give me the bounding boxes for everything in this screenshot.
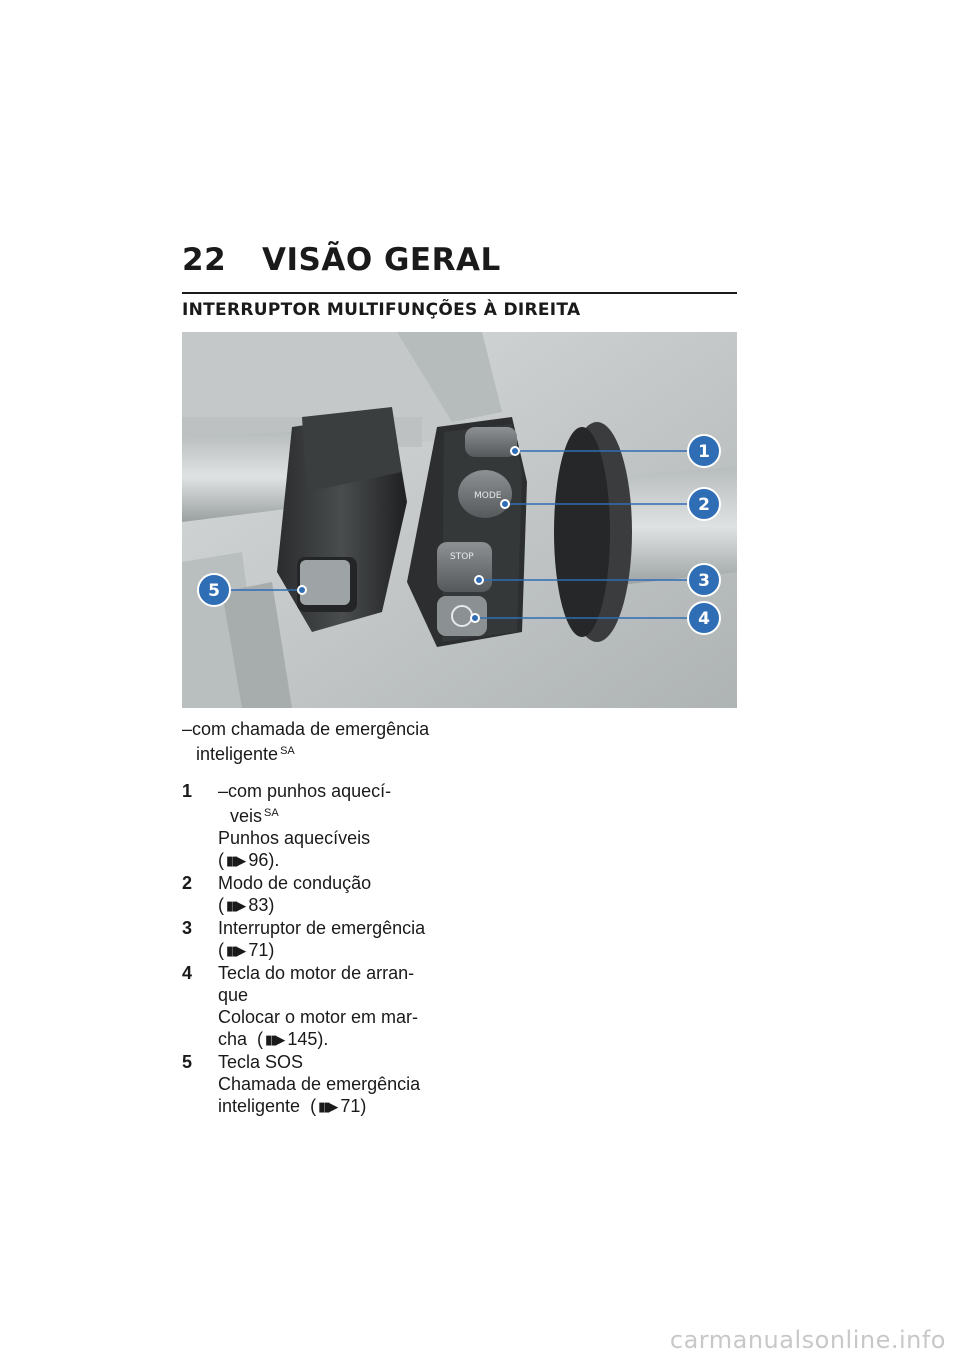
figure-caption bbox=[182, 718, 452, 765]
caption-text: com chamada de emergência bbox=[192, 719, 430, 739]
reference-arrow-icon: ▮▮▶ bbox=[226, 898, 245, 913]
item-dash: – bbox=[218, 781, 229, 801]
list-item bbox=[182, 917, 452, 962]
caption-sup: SA bbox=[280, 745, 295, 757]
callout-4: 4 bbox=[698, 609, 710, 629]
caption-continued: inteligente bbox=[196, 744, 279, 764]
item-line: Interruptor de emergência bbox=[218, 918, 426, 938]
callout-3: 3 bbox=[698, 571, 710, 591]
handlebar-illustration bbox=[182, 332, 737, 708]
item-line: Tecla SOS bbox=[218, 1052, 304, 1072]
page-reference[interactable]: ( ▮▮▶ 71) bbox=[218, 940, 275, 960]
item-line: Chamada de emergência bbox=[218, 1074, 421, 1094]
watermark: carmanualsonline.info bbox=[669, 1326, 946, 1354]
item-line: com punhos aquecí- bbox=[228, 781, 392, 801]
page-reference[interactable]: inteligente ( ▮▮▶ 71) bbox=[218, 1096, 367, 1116]
reference-arrow-icon: ▮▮▶ bbox=[226, 853, 245, 868]
page-header bbox=[182, 242, 737, 278]
reference-arrow-icon: ▮▮▶ bbox=[226, 943, 245, 958]
callout-1: 1 bbox=[698, 442, 710, 462]
item-number: 5 bbox=[182, 1052, 193, 1072]
item-number: 2 bbox=[182, 873, 193, 893]
item-line: Modo de condução bbox=[218, 873, 372, 893]
section-title: INTERRUPTOR MULTIFUNÇÕES À DIREITA bbox=[182, 300, 581, 320]
list-item bbox=[182, 962, 452, 1051]
reference-arrow-icon: ▮▮▶ bbox=[265, 1032, 284, 1047]
item-sup: SA bbox=[264, 807, 279, 819]
item-line: que bbox=[218, 985, 249, 1005]
item-number: 1 bbox=[182, 781, 193, 801]
stop-button-label: STOP bbox=[450, 552, 474, 562]
page-reference[interactable]: ( ▮▮▶ 83) bbox=[218, 895, 275, 915]
list-item bbox=[182, 872, 452, 917]
caption-dash: – bbox=[182, 719, 193, 739]
item-line: veis bbox=[230, 806, 263, 826]
page-reference[interactable]: ( ▮▮▶ 96). bbox=[218, 850, 280, 870]
legend-list bbox=[182, 780, 452, 1118]
item-number: 3 bbox=[182, 918, 193, 938]
chapter-title: VISÃO GERAL bbox=[262, 242, 501, 278]
handlebar-switch-figure bbox=[182, 332, 737, 708]
callout-5: 5 bbox=[208, 581, 220, 601]
list-item bbox=[182, 1051, 452, 1118]
header-rule bbox=[182, 292, 737, 294]
page-reference[interactable]: cha ( ▮▮▶ 145). bbox=[218, 1029, 329, 1049]
item-line: Colocar o motor em mar- bbox=[218, 1007, 419, 1027]
reference-arrow-icon: ▮▮▶ bbox=[318, 1099, 337, 1114]
mode-button-label: MODE bbox=[474, 491, 502, 501]
item-line: Tecla do motor de arran- bbox=[218, 963, 415, 983]
callout-2: 2 bbox=[698, 495, 710, 515]
list-item bbox=[182, 780, 452, 872]
item-number: 4 bbox=[182, 963, 193, 983]
page-number: 22 bbox=[182, 242, 227, 278]
item-line: Punhos aquecíveis bbox=[218, 828, 371, 848]
